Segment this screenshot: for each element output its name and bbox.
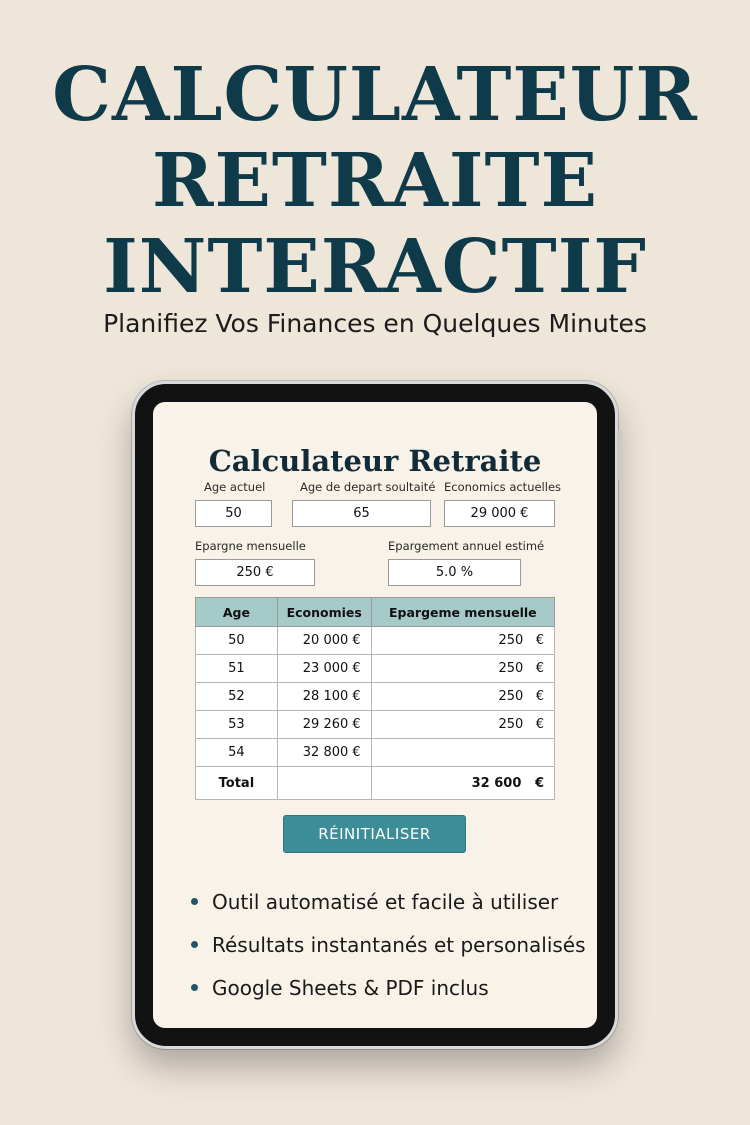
table-total-value: 32 600 € (371, 767, 554, 800)
calculator-title: Calculateur Retraite (208, 444, 542, 478)
table-cell-epargne: 250 € (371, 627, 554, 655)
table-cell-epargne (371, 739, 554, 767)
table-header-age: Age (196, 598, 278, 627)
hero-subtitle: Planifiez Vos Finances en Quelques Minutes (103, 309, 647, 338)
feature-list (191, 880, 586, 1009)
rendement-input[interactable]: 5.0 % (388, 559, 521, 586)
table-row (196, 683, 555, 711)
list-item (191, 880, 586, 923)
table-total-label: Total (196, 767, 278, 800)
table-cell-age: 51 (196, 655, 278, 683)
epargne-input[interactable]: 250 € (195, 559, 315, 586)
age-depart-input[interactable]: 65 (292, 500, 431, 527)
age-depart-label: Age de depart soultaité (300, 480, 436, 494)
bullet-icon (191, 898, 198, 905)
table-cell-economies: 29 260 € (277, 711, 371, 739)
table-row (196, 711, 555, 739)
economies-label: Economics actuelles (444, 480, 562, 494)
table-cell-age: 53 (196, 711, 278, 739)
table-header-row (196, 598, 555, 627)
hero-title-line-1: CALCULATEUR (52, 52, 698, 138)
table-row (196, 627, 555, 655)
table-total-row (196, 767, 555, 800)
list-item (191, 966, 586, 1009)
table-cell-epargne: 250 € (371, 683, 554, 711)
table-cell-epargne: 250 € (371, 711, 554, 739)
hero-title (0, 52, 750, 310)
epargne-label: Epargne mensuelle (195, 539, 306, 553)
rendement-label: Epargement annuel estimé (388, 539, 545, 553)
bullet-icon (191, 984, 198, 991)
table-header-economies: Economies (277, 598, 371, 627)
table-cell-economies: 28 100 € (277, 683, 371, 711)
list-item (191, 923, 586, 966)
table-cell-economies: 20 000 € (277, 627, 371, 655)
feature-text: Outil automatisé et facile à utiliser (212, 889, 559, 914)
feature-text: Google Sheets & PDF inclus (212, 975, 489, 1000)
age-actuel-label: Age actuel (204, 480, 266, 494)
table-row (196, 739, 555, 767)
hero-title-line-3: INTERACTIF (103, 224, 647, 310)
age-actuel-input[interactable]: 50 (195, 500, 272, 527)
table-cell-epargne: 250 € (371, 655, 554, 683)
table-cell-age: 50 (196, 627, 278, 655)
table-cell-economies: 32 800 € (277, 739, 371, 767)
tablet-frame (132, 381, 618, 1049)
table-header-epargne: Epargeme mensuelle (371, 598, 554, 627)
projection-table (195, 597, 555, 800)
table-cell-age: 54 (196, 739, 278, 767)
table-cell-economies: 23 000 € (277, 655, 371, 683)
bullet-icon (191, 941, 198, 948)
table-cell-age: 52 (196, 683, 278, 711)
table-row (196, 655, 555, 683)
table-total-empty (277, 767, 371, 800)
tablet-side-button (617, 430, 621, 480)
tablet-screen (153, 402, 597, 1028)
reset-button[interactable]: RÉINITIALISER (283, 815, 466, 853)
feature-text: Résultats instantanés et personalisés (212, 932, 586, 957)
economies-input[interactable]: 29 000 € (444, 500, 555, 527)
hero-title-line-2: RETRAITE (152, 138, 598, 224)
